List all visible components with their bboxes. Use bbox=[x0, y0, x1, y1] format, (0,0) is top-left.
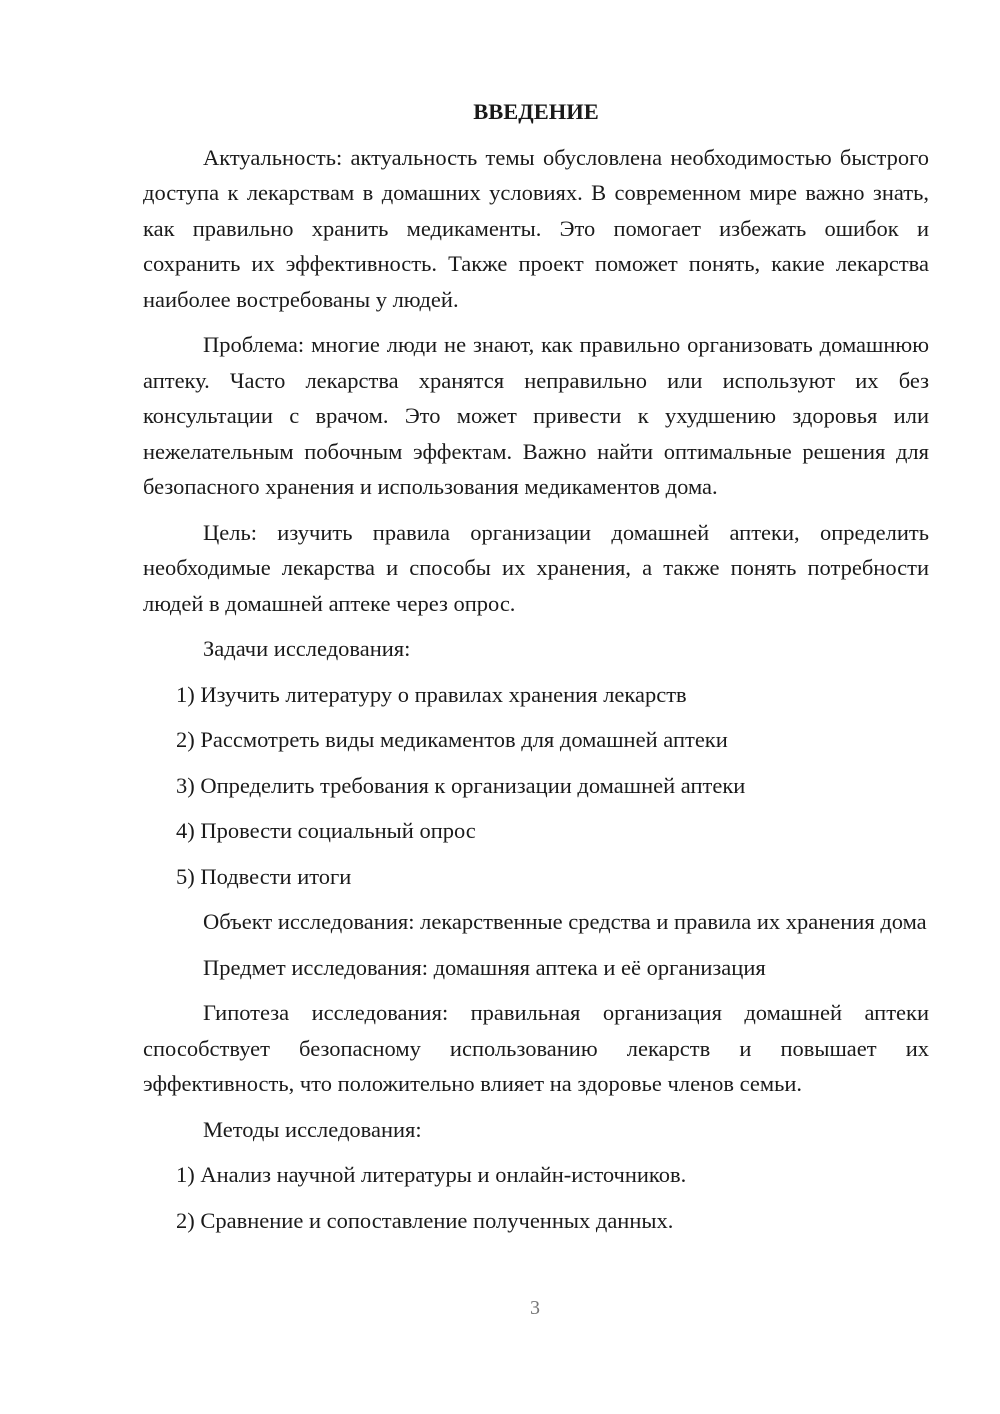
method-item: 1) Анализ научной литературы и онлайн-источников. bbox=[176, 1162, 687, 1187]
page-content bbox=[143, 94, 929, 1248]
task-item: 2) Рассмотреть виды медикаментов для домашней аптеки bbox=[176, 727, 728, 752]
task-item: 5) Подвести итоги bbox=[176, 863, 352, 889]
subject-paragraph: Предмет исследования: домашняя аптека и её организация bbox=[203, 954, 766, 980]
task-item: 4) Провести социальный опрос bbox=[176, 818, 476, 843]
methods-heading: Методы исследования: bbox=[203, 1116, 422, 1142]
tasks-heading: Задачи исследования: bbox=[203, 636, 411, 661]
relevance-paragraph: Актуальность: актуальность темы обусловлена необходимостью быстрого доступа к лекарствам в домашних условиях. В современном мире важно знать, как правильно хранить медикаменты. Это помогает избежать ошибок и сохранить их эффективность. Также проект поможет понять, какие лекарства наиболее востребованы у людей. bbox=[143, 144, 929, 312]
task-item: 1) Изучить литературу о правилах хранения лекарств bbox=[176, 681, 687, 707]
object-paragraph: Объект исследования: лекарственные средства и правила их хранения дома bbox=[203, 909, 927, 934]
method-item: 2) Сравнение и сопоставление полученных данных. bbox=[176, 1207, 674, 1233]
goal-paragraph: Цель: изучить правила организации домашней аптеки, определить необходимые лекарства и способы их хранения, а также понять потребности людей в домашней аптеке через опрос. bbox=[143, 519, 929, 616]
methods-list bbox=[143, 1157, 929, 1238]
problem-paragraph: Проблема: многие люди не знают, как правильно организовать домашнюю аптеку. Часто лекарства хранятся неправильно или используют их без консультации с врачом. Это может привести к ухудшению здоровья или нежелательным побочным эффектам. Важно найти оптимальные решения для безопасного хранения и использования медикаментов дома. bbox=[143, 332, 929, 499]
hypothesis-paragraph: Гипотеза исследования: правильная организация домашней аптеки способствует безопасному использованию лекарств и повышает их эффективность, что положительно влияет на здоровье членов семьи. bbox=[143, 1000, 929, 1096]
task-item: 3) Определить требования к организации домашней аптеки bbox=[176, 772, 746, 798]
section-title: ВВЕДЕНИЕ bbox=[473, 99, 599, 124]
page-number: 3 bbox=[530, 1297, 540, 1319]
tasks-list bbox=[143, 677, 929, 895]
